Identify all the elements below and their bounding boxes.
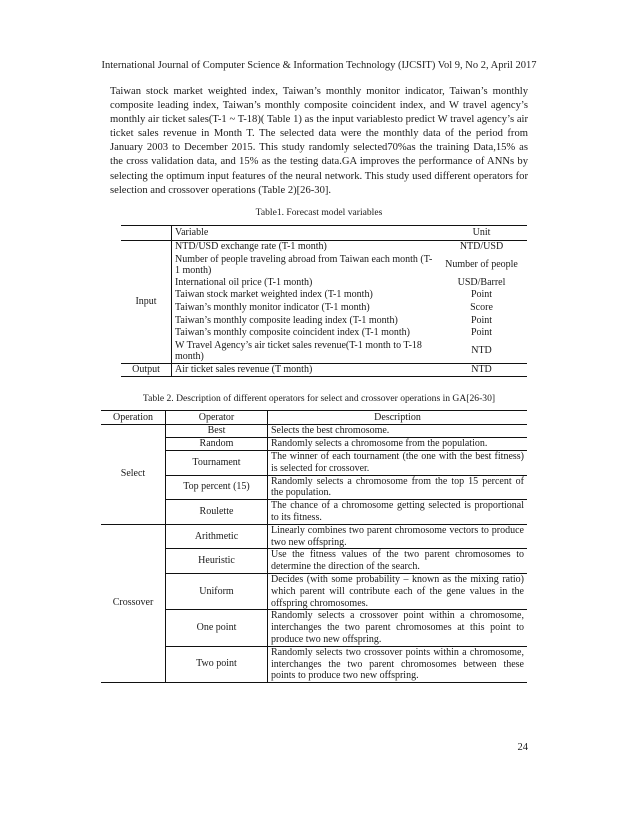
table-row — [101, 438, 527, 451]
unit-cell: Point — [470, 327, 493, 339]
table-row — [121, 363, 527, 377]
table-row — [121, 340, 527, 364]
select-group-label: Select — [101, 425, 166, 525]
unit-cell: NTD/USD — [459, 241, 504, 253]
table-row — [101, 646, 527, 682]
operator-cell: Heuristic — [166, 549, 268, 574]
crossover-group-label: Crossover — [101, 524, 166, 682]
description-cell: Randomly selects a chromosome from the population. — [268, 438, 528, 451]
table-row — [101, 610, 527, 646]
table-row — [121, 289, 527, 302]
forecast-variables-table — [121, 225, 527, 377]
table-header-row — [121, 226, 527, 241]
input-group-label: Input — [135, 295, 157, 307]
description-cell: Randomly selects two crossover points within a chromosome, interchanges the two parent chromosomes between these points to produce two new offspring. — [268, 646, 528, 682]
unit-cell: Point — [470, 289, 493, 301]
body-paragraph — [110, 85, 528, 198]
variable-cell: NTD/USD exchange rate (T-1 month) — [172, 241, 437, 254]
operator-header: Operator — [166, 411, 268, 425]
table2-caption: Table 2. Description of different operators for select and crossover operations in GA[26-30] — [142, 393, 496, 404]
unit-cell: Number of people — [445, 259, 518, 271]
operator-cell: Top percent (15) — [166, 475, 268, 500]
unit-cell: USD/Barrel — [457, 276, 506, 288]
table-row — [121, 241, 527, 254]
journal-header: International Journal of Computer Science & Information Technology (IJCSIT) Vol 9, No 2, April 2017 — [101, 60, 537, 71]
page-number: 24 — [517, 742, 528, 753]
variable-cell: Taiwan’s monthly monitor indicator (T-1 month) — [172, 302, 437, 315]
paragraph-text: Taiwan stock market weighted index, Taiwan’s monthly monitor indicator, Taiwan’s monthly composite leading index, Taiwan’s monthly composite coincident index, and W travel agency’s monthly air ticket sales(T-1 ~ T-18)( Table 1) as the input variablesto predict W travel agency’s air ticket sales revenue in Month T. The selected data were the monthly data of the period from January 2003 to December 2015. This study randomly selected70%as the training Data,15% as the cross validation data, and 15% as the testing data.GA improves the performance of ANNs by selecting the optimum input features of the neural network. This study used different operators for selection and crossover operations (Table 2)[26-30]. — [110, 86, 528, 196]
unit-header: Unit — [436, 226, 527, 241]
table-row — [121, 314, 527, 327]
description-cell: Decides (with some probability – known as the mixing ratio) which parent will contribute each of the gene values in the offspring chromosomes. — [268, 573, 528, 609]
table-row — [121, 327, 527, 340]
table-header-row — [101, 411, 527, 425]
variable-cell: W Travel Agency’s air ticket sales revenue(T-1 month to T-18 month) — [172, 340, 437, 364]
table-row — [101, 475, 527, 500]
table-row — [101, 425, 527, 438]
unit-cell: Score — [470, 302, 493, 314]
table-row — [101, 573, 527, 609]
unit-cell: NTD — [471, 345, 492, 357]
output-group-label: Output — [121, 363, 172, 377]
operator-cell: Two point — [166, 646, 268, 682]
description-cell: Use the fitness values of the two parent chromosomes to determine the direction of the search. — [268, 549, 528, 574]
table-row — [101, 524, 527, 549]
variable-cell: Taiwan stock market weighted index (T-1 month) — [172, 289, 437, 302]
operator-cell: Random — [166, 438, 268, 451]
group-header — [121, 226, 172, 241]
variable-header: Variable — [172, 226, 437, 241]
table-row — [101, 500, 527, 525]
table-row — [101, 549, 527, 574]
variable-cell: Number of people traveling abroad from Taiwan each month (T-1 month) — [172, 254, 437, 277]
variable-cell: International oil price (T-1 month) — [172, 277, 437, 290]
unit-cell: Point — [470, 314, 493, 326]
description-header: Description — [268, 411, 528, 425]
table-row — [121, 254, 527, 277]
description-cell: The chance of a chromosome getting selected is proportional to its fitness. — [268, 500, 528, 525]
operator-cell: Arithmetic — [166, 524, 268, 549]
variable-cell: Taiwan’s monthly composite leading index (T-1 month) — [172, 314, 437, 327]
unit-cell: NTD — [436, 363, 527, 377]
description-cell: Selects the best chromosome. — [268, 425, 528, 438]
operator-cell: Uniform — [166, 573, 268, 609]
description-cell: Randomly selects a chromosome from the top 15 percent of the population. — [268, 475, 528, 500]
table1-caption: Table1. Forecast model variables — [255, 207, 383, 218]
table-row — [121, 302, 527, 315]
operator-cell: Best — [166, 425, 268, 438]
operation-header: Operation — [101, 411, 166, 425]
operator-cell: Tournament — [166, 451, 268, 476]
operator-cell: One point — [166, 610, 268, 646]
variable-cell: Taiwan’s monthly composite coincident index (T-1 month) — [172, 327, 437, 340]
table-row — [101, 451, 527, 476]
description-cell: The winner of each tournament (the one with the best fitness) is selected for crossover. — [268, 451, 528, 476]
operator-cell: Roulette — [166, 500, 268, 525]
table-row — [121, 277, 527, 290]
description-cell: Linearly combines two parent chromosome vectors to produce two new offspring. — [268, 524, 528, 549]
description-cell: Randomly selects a crossover point within a chromosome, interchanges the two parent chromosomes at this point to produce two new offspring. — [268, 610, 528, 646]
variable-cell: Air ticket sales revenue (T month) — [172, 363, 437, 377]
ga-operators-table — [101, 410, 527, 683]
